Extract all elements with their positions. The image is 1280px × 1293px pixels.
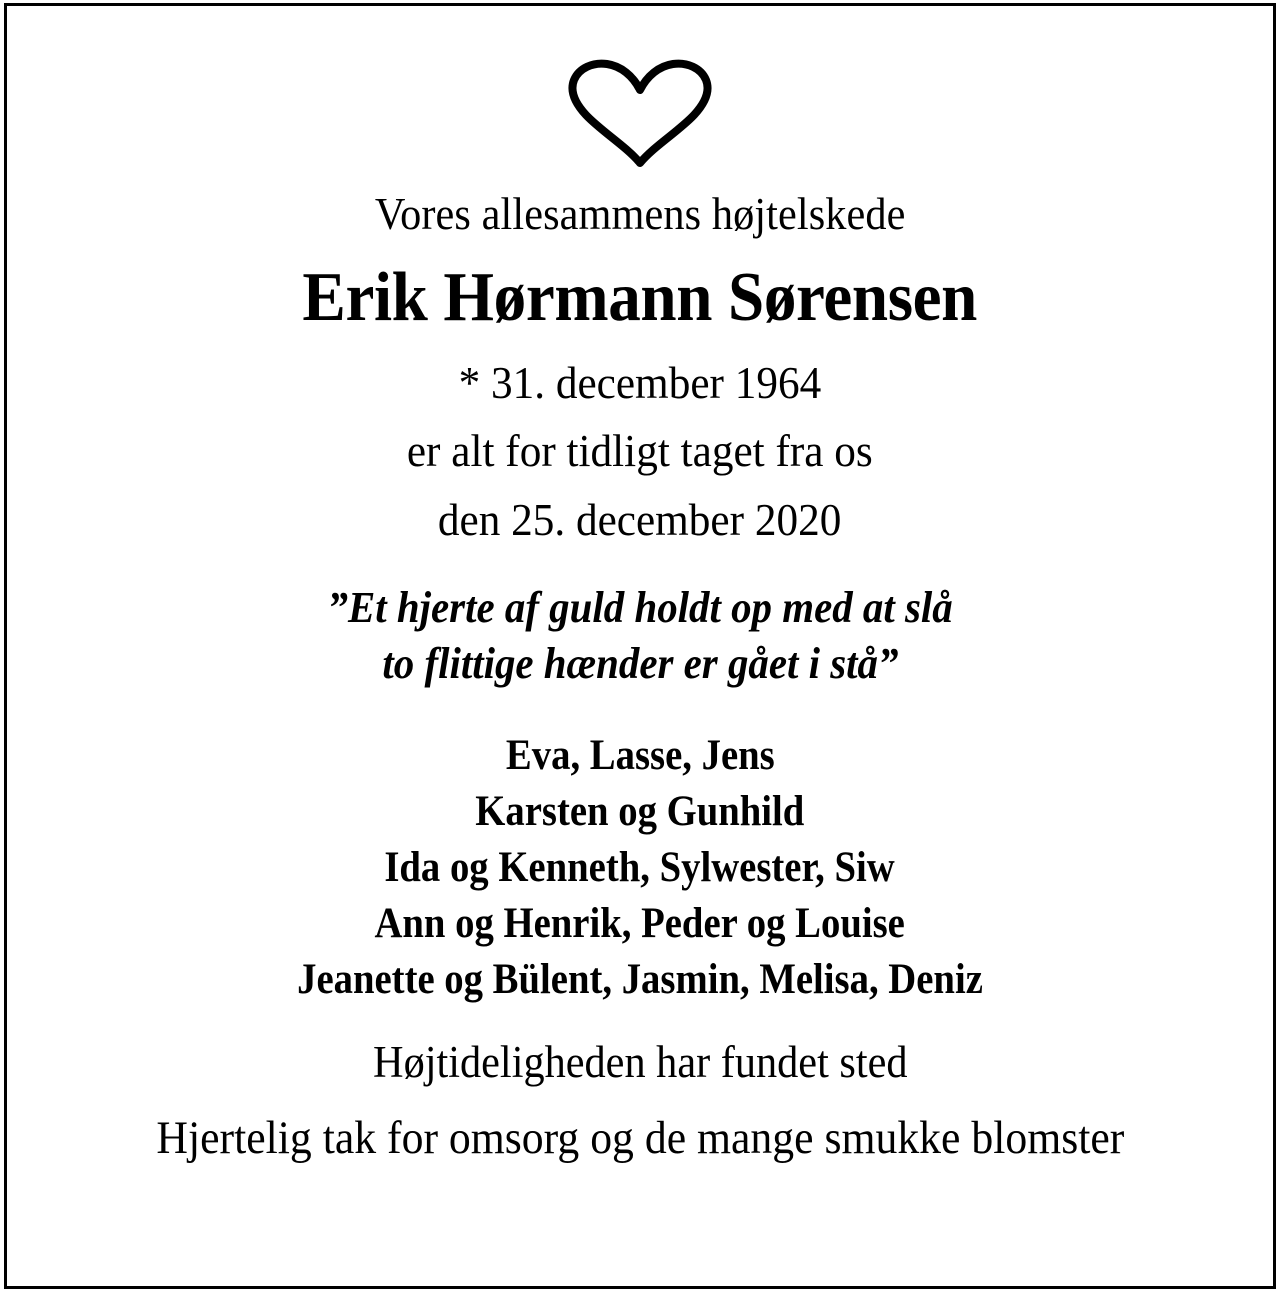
deceased-name: Erik Hørmann Sørensen [302, 258, 978, 336]
intro-line: Vores allesammens højtelskede [374, 189, 906, 239]
dates-block [392, 358, 888, 544]
survivor-line: Ida og Kenneth, Sylwester, Siw [384, 844, 896, 892]
survivor-line: Eva, Lasse, Jens [505, 732, 775, 780]
survivor-line: Karsten og Gunhild [475, 788, 805, 836]
birth-date-line: * 31. december 1964 [458, 357, 822, 409]
thanks-line: Hjertelig tak for omsorg og de mange smukke blomster [156, 1112, 1124, 1165]
verse-block [304, 580, 976, 693]
heart-outline-icon [565, 58, 715, 170]
verse-line-1: ”Et hjerte af guld holdt op med at slå [327, 582, 953, 632]
verse-line-2: to flittige hænder er gået i stå” [381, 639, 899, 689]
survivor-line: Ann og Henrik, Peder og Louise [374, 900, 906, 948]
survivor-line: Jeanette og Bülent, Jasmin, Melisa, Deniz [297, 955, 983, 1003]
ceremony-line: Højtideligheden har fundet sted [372, 1036, 908, 1087]
passing-phrase-line: er alt for tidligt taget fra os [407, 425, 873, 477]
survivors-block [259, 728, 1021, 1007]
death-date-line: den 25. december 2020 [438, 493, 842, 545]
obituary-notice-frame [4, 3, 1276, 1289]
closing-block [120, 1038, 1161, 1165]
